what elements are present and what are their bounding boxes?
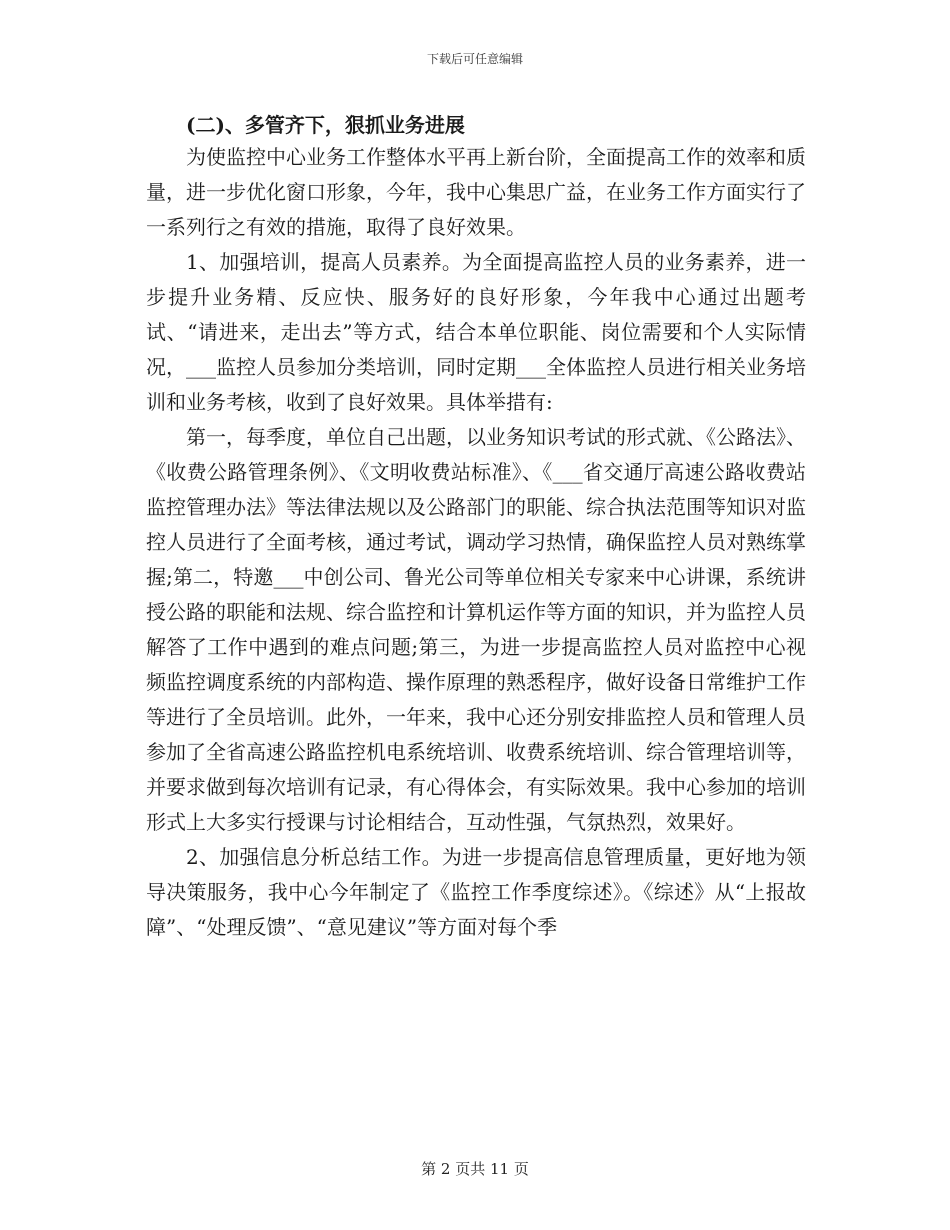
section-heading: (二)、多管齐下，狠抓业务进展 bbox=[186, 113, 465, 137]
paragraph-intro: 为使监控中心业务工作整体水平再上新台阶，全面提高工作的效率和质量，进一步优化窗口形象，今年，我中心集思广益，在业务工作方面实行了一系列行之有效的措施，取得了良好效果。 bbox=[146, 145, 806, 239]
page-footer: 第 2 页共 11 页 bbox=[421, 1160, 529, 1178]
document-body bbox=[146, 110, 806, 945]
paragraph-measures: 第一，每季度，单位自己出题，以业务知识考试的形式就、《公路法》、《收费公路管理条例》、《文明收费站标准》、《___省交通厅高速公路收费站监控管理办法》等法律法规以及公路部门的职能、综合执法范围等知识对监控人员进行了全面考核，通过考试，调动学习热情，确保监控人员对熟练掌握;第二，特邀___中创公司、鲁光公司等单位相关专家来中心讲课，系统讲授公路的职能和法规、综合监控和计算机运作等方面的知识，并为监控人员解答了工作中遇到的难点问题;第三，为进一步提高监控人员对监控中心视频监控调度系统的内部构造、操作原理的熟悉程序，做好设备日常维护工作等进行了全员培训。此外，一年来，我中心还分别安排监控人员和管理人员参加了全省高速公路监控机电系统培训、收费系统培训、综合管理培训等，并要求做到每次培训有记录，有心得体会，有实际效果。我中心参加的培训形式上大多实行授课与讨论相结合，互动性强，气氛热烈，效果好。 bbox=[146, 425, 806, 834]
paragraph-training: 1、加强培训，提高人员素养。为全面提高监控人员的业务素养，进一步提升业务精、反应快、服务好的良好形象，今年我中心通过出题考试、“请进来，走出去”等方式，结合本单位职能、岗位需要和个人实际情况，___监控人员参加分类培训，同时定期___全体监控人员进行相关业务培训和业务考核，收到了良好效果。具体举措有: bbox=[146, 250, 806, 414]
paragraph-information: 2、加强信息分析总结工作。为进一步提高信息管理质量，更好地为领导决策服务，我中心今年制定了《监控工作季度综述》。《综述》从“上报故障”、“处理反馈”、“意见建议”等方面对每个季 bbox=[146, 845, 806, 939]
page-header: 下载后可任意编辑 bbox=[426, 52, 523, 66]
